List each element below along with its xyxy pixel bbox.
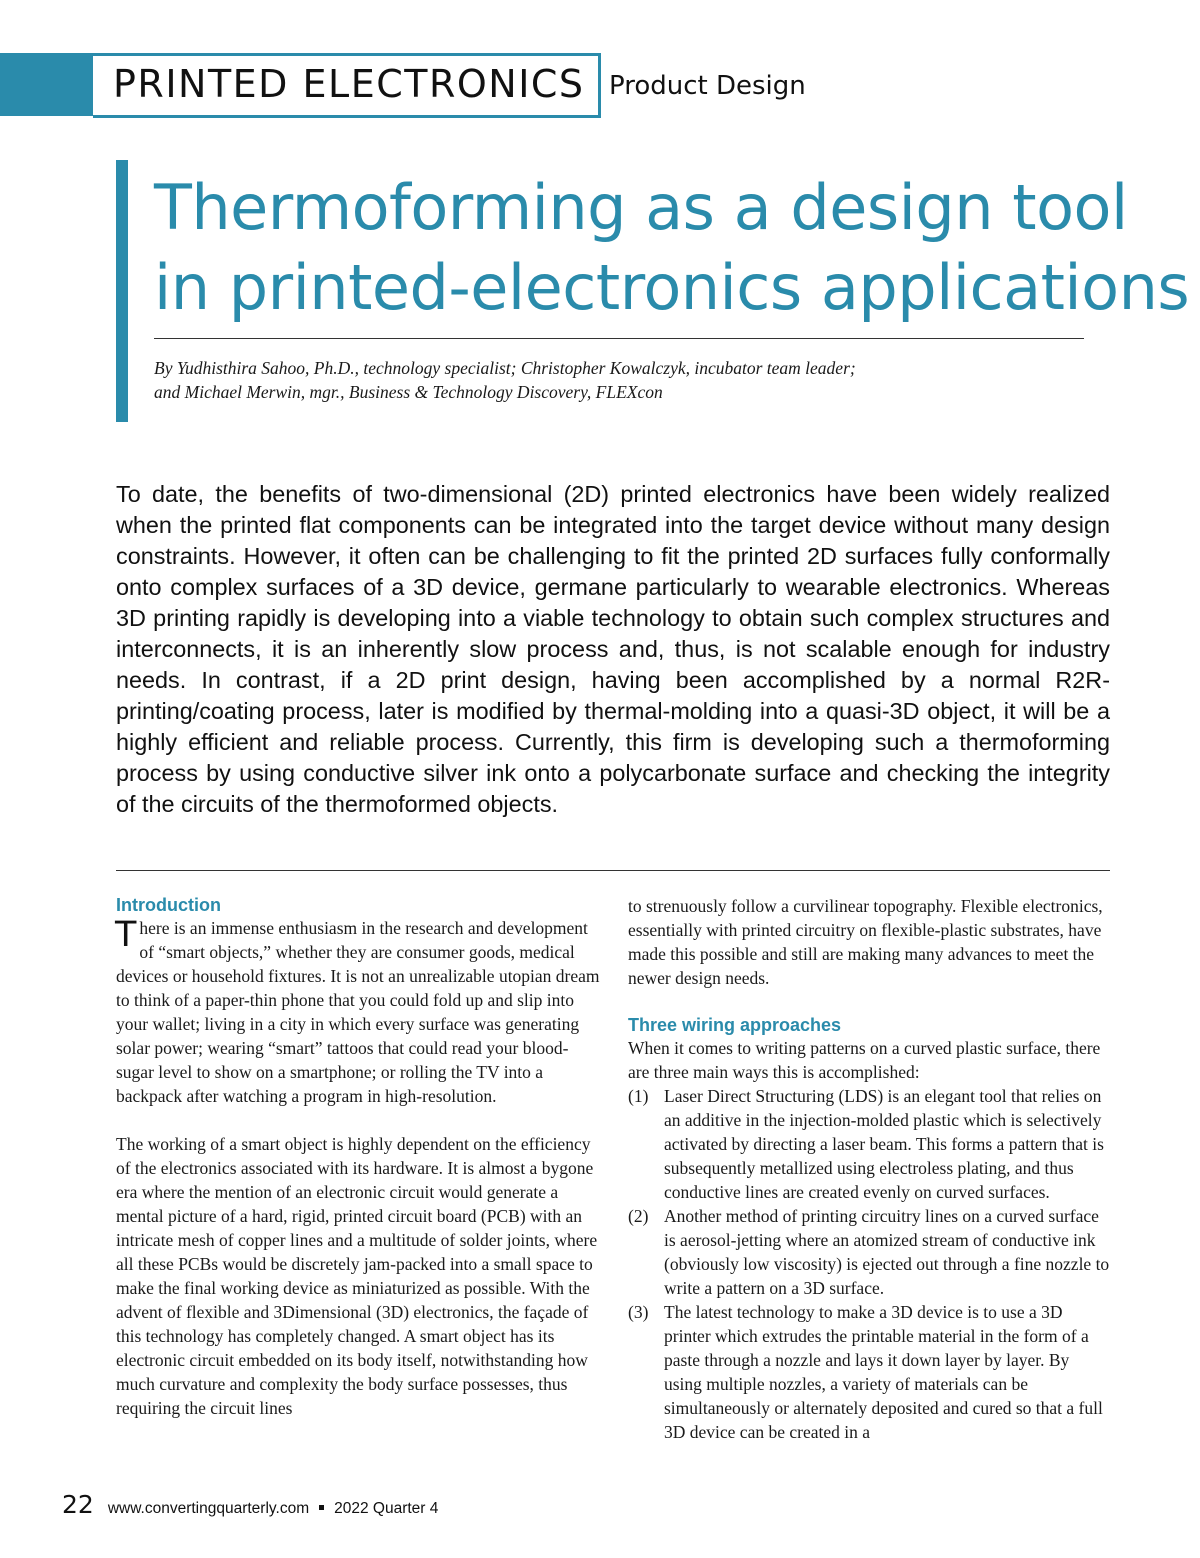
list-item [628, 1204, 1110, 1300]
website-link[interactable]: www.convertingquarterly.com [107, 1500, 310, 1517]
article-title [154, 168, 1190, 328]
list-item [628, 1300, 1110, 1444]
list-item-text: Another method of printing circuitry lines on a curved surface is aerosol-jetting where an atomized stream of conductive ink (obviously low viscosity) is ejected out through a fine nozzle to write a pattern on a 3D surface. [664, 1206, 1110, 1298]
wiring-list [628, 1084, 1110, 1444]
list-item-number: (1) [628, 1086, 649, 1106]
section-title: PRINTED ELECTRONICS [113, 61, 585, 106]
lead-divider [116, 870, 1110, 871]
section-label-box [93, 53, 601, 118]
title-divider [154, 338, 1084, 339]
introduction-paragraph-1 [116, 916, 600, 1108]
article-title-line-2: in printed-electronics applications [154, 251, 1190, 324]
lead-paragraph: To date, the benefits of two-dimensional (2D) printed electronics have been widely realized when the printed flat components can be integrated into the target device without many design constraints. However, it often can be challenging to fit the printed 2D surfaces fully conformally onto complex surfaces of a 3D device, germane particularly to wearable electronics. Whereas 3D printing rapidly is developing into a viable technology to obtain such complex structures and interconnects, it is an inherently slow process and, thus, is not scalable enough for industry needs. In contrast, if a 2D print design, having been accomplished by a normal R2R-printing/coating process, later is modified by thermal-molding into a quasi-3D object, it will be a highly efficient and reliable process. Currently, this firm is developing such a thermoforming process by using conductive silver ink onto a polycarbonate surface and checking the integrity of the circuits of the thermoformed objects. [116, 481, 1110, 817]
introduction-continued: to strenuously follow a curvilinear topography. Flexible electronics, essentially with printed circuitry on flexible-plastic substrates, have made this possible and still are making many advances to meet the newer design needs. [628, 896, 1103, 988]
page-footer [62, 1490, 438, 1519]
byline [154, 356, 1034, 404]
section-accent-bar [0, 53, 95, 116]
left-column [116, 894, 600, 1420]
list-item [628, 1084, 1110, 1204]
section-subtitle: Product Design [609, 71, 806, 101]
wiring-intro: When it comes to writing patterns on a curved plastic surface, there are three main ways this is accomplished: [628, 1038, 1101, 1082]
byline-line-2: and Michael Merwin, mgr., Business & Technology Discovery, FLEXcon [154, 382, 663, 402]
introduction-paragraph-1-text: here is an immense enthusiasm in the research and development of “smart objects,” whether they are consumer goods, medical devices or household fixtures. It is not an unrealizable utopian dream to think of a paper-thin phone that you could fold up and slip into your wallet; living in a city in which every surface was generating solar power; wearing “smart” tattoos that could read your blood-sugar level to show on a smartphone; or rolling the TV into a backpack after watching a program in high-resolution. [116, 918, 600, 1106]
wiring-heading: Three wiring approaches [628, 1015, 842, 1035]
list-item-text: Laser Direct Structuring (LDS) is an elegant tool that relies on an additive in the injection-molded plastic which is selectively activated by directing a laser beam. This forms a pattern that is subsequently metallized using electroless plating, and thus conductive lines are created evenly on curved surfaces. [664, 1086, 1104, 1202]
issue-label: 2022 Quarter 4 [334, 1500, 439, 1517]
list-item-number: (2) [628, 1206, 649, 1226]
list-item-number: (3) [628, 1302, 649, 1322]
introduction-paragraph-2: The working of a smart object is highly dependent on the efficiency of the electronics associated with its hardware. It is almost a bygone era where the mention of an electronic circuit would generate a mental picture of a hard, rigid, printed circuit board (PCB) with an intricate mesh of copper lines and a multitude of solder joints, where all these PCBs would be discretely jam-packed into a small space to make the final working device as miniaturized as possible. With the advent of flexible and 3Dimensional (3D) electronics, the façade of this technology has completely changed. A smart object has its electronic circuit embedded on its body itself, notwithstanding how much curvature and complexity the body surface possesses, thus requiring the circuit lines [116, 1134, 598, 1418]
drop-cap: T [115, 915, 137, 955]
footer-separator [319, 1505, 324, 1510]
introduction-heading: Introduction [116, 895, 221, 915]
title-accent-rule [116, 160, 128, 422]
article-title-line-1: Thermoforming as a design tool [154, 171, 1128, 244]
right-column [628, 894, 1110, 1444]
page-number: 22 [62, 1490, 94, 1519]
list-item-text: The latest technology to make a 3D device is to use a 3D printer which extrudes the printable material in the form of a paste through a nozzle and lays it down layer by layer. By using multiple nozzles, a variety of materials can be simultaneously or alternately deposited and cured so that a full 3D device can be created in a [664, 1302, 1103, 1442]
byline-line-1: By Yudhisthira Sahoo, Ph.D., technology specialist; Christopher Kowalczyk, incubator team leader; [154, 358, 856, 378]
